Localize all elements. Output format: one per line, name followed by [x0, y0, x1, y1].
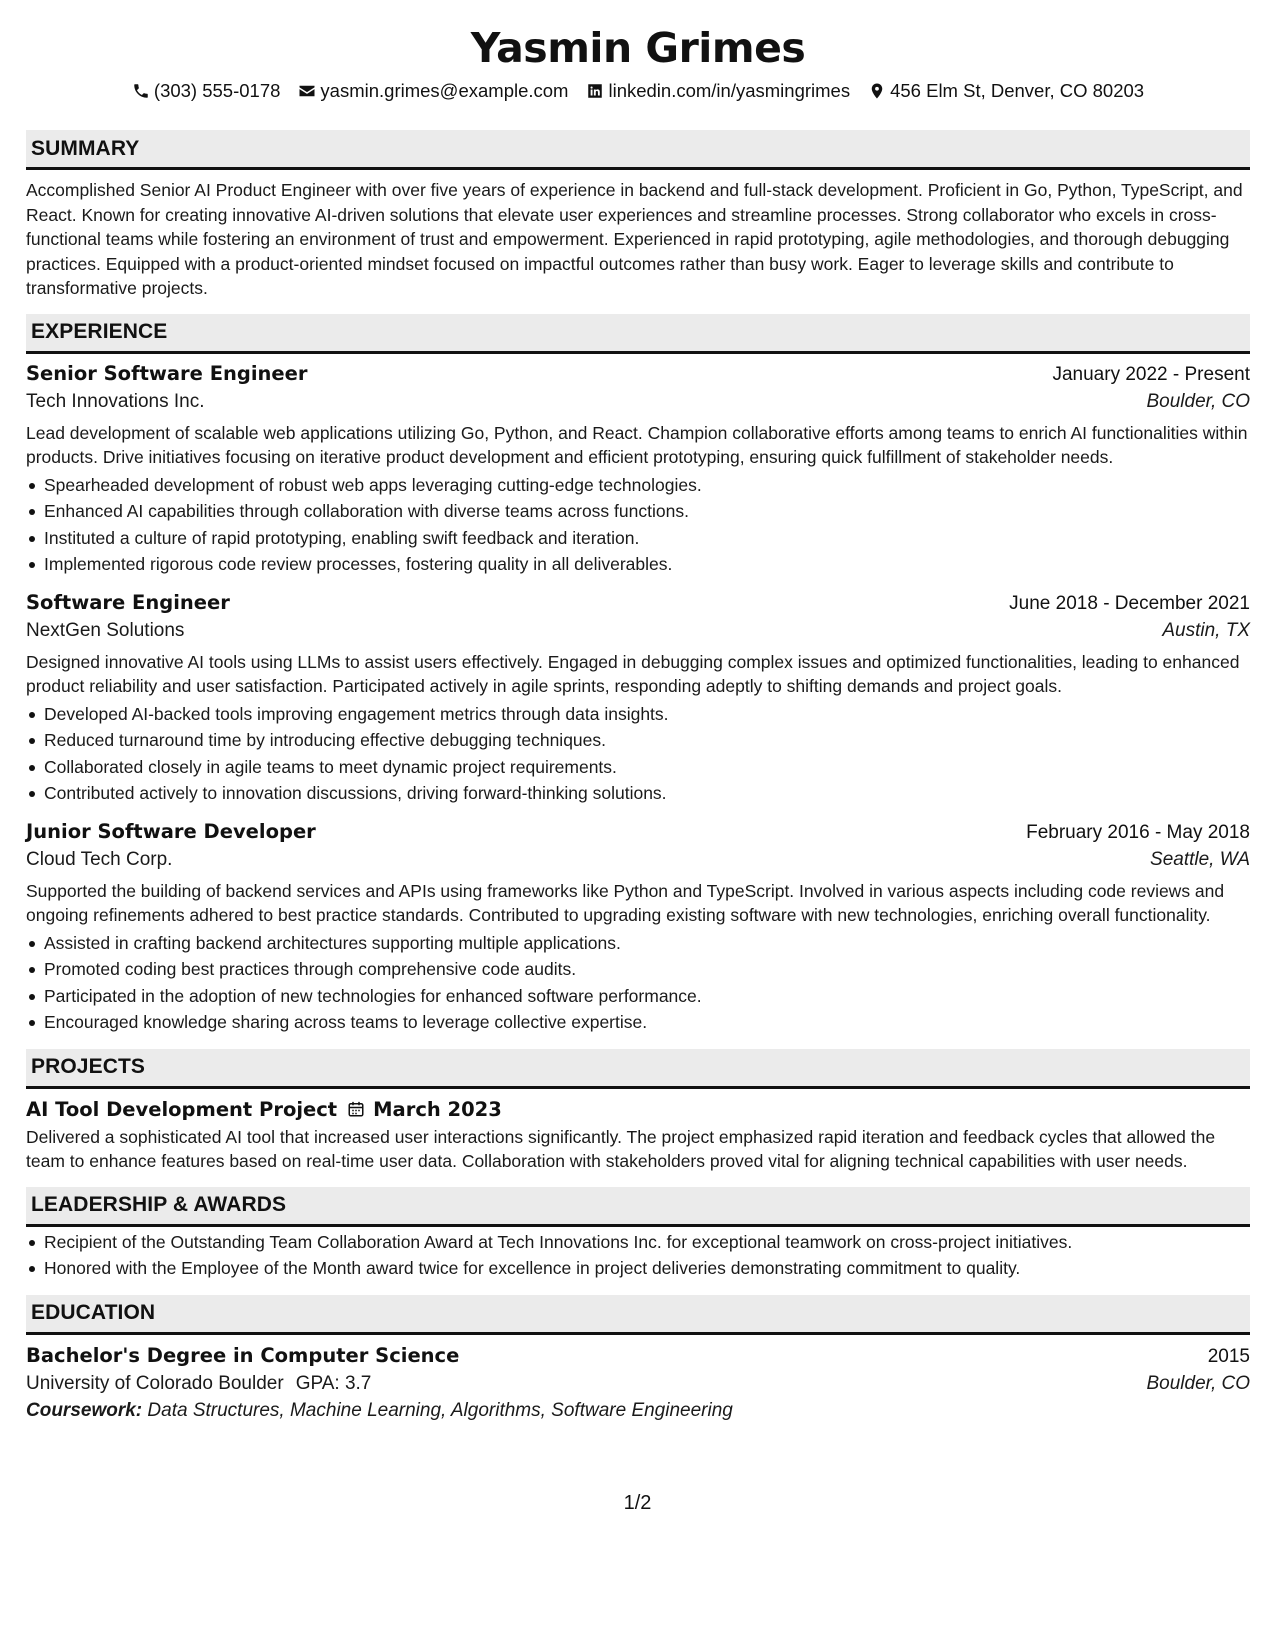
- contact-bar: [26, 80, 1250, 102]
- phone-icon: [132, 82, 150, 100]
- list-item: Implemented rigorous code review processes, fostering quality in all deliverables.: [26, 551, 1250, 578]
- job-company: Cloud Tech Corp.: [26, 848, 173, 870]
- candidate-name: Yasmin Grimes: [470, 24, 806, 72]
- school-location: Boulder, CO: [1146, 1372, 1250, 1394]
- list-item: Instituted a culture of rapid prototyping, enabling swift feedback and iteration.: [26, 525, 1250, 552]
- job-entry: [26, 820, 1250, 1036]
- contact-address: [868, 80, 1144, 102]
- job-dates: June 2018 - December 2021: [1009, 592, 1250, 614]
- project-date: [347, 1098, 502, 1121]
- list-item: Encouraged knowledge sharing across teams to leverage collective expertise.: [26, 1009, 1250, 1036]
- job-dates: February 2016 - May 2018: [1026, 821, 1250, 843]
- coursework-list: Data Structures, Machine Learning, Algorithms, Software Engineering: [147, 1399, 733, 1421]
- calendar-icon: [347, 1100, 365, 1118]
- job-description: Supported the building of backend services and APIs using frameworks like Python and TypeScript. Involved in various aspects including code reviews and ongoing refinements adhered to best practice standards. Contributed to upgrading existing software with new technologies, enriching overall functionality.: [26, 880, 1225, 925]
- summary-text: Accomplished Senior AI Product Engineer with over five years of experience in backend and full-stack development. Proficient in Go, Python, TypeScript, and React. Known for creating innovative AI-driven solutions that elevate user experiences and streamline processes. Strong collaborator who excels in cross-functional teams while fostering an environment of trust and empowerment. Experienced in rapid prototyping, agile methodologies, and thorough debugging practices. Equipped with a product-oriented mindset focused on impactful outcomes rather than busy work. Eager to leverage skills and contribute to transformative projects.: [26, 180, 1243, 298]
- job-location: Austin, TX: [1162, 619, 1250, 641]
- contact-linkedin[interactable]: [586, 80, 850, 102]
- section-heading-awards: LEADERSHIP & AWARDS: [26, 1187, 1250, 1227]
- graduation-year: 2015: [1207, 1345, 1250, 1367]
- list-item: Promoted coding best practices through comprehensive code audits.: [26, 956, 1250, 983]
- list-item: Enhanced AI capabilities through collaboration with diverse teams across functions.: [26, 498, 1250, 525]
- page-number: 1/2: [623, 1492, 652, 1514]
- section-heading-summary: SUMMARY: [26, 130, 1250, 170]
- degree-title: Bachelor's Degree in Computer Science: [26, 1343, 460, 1367]
- phone-text: (303) 555-0178: [153, 80, 281, 101]
- job-dates: January 2022 - Present: [1052, 363, 1250, 385]
- list-item: Recipient of the Outstanding Team Collaboration Award at Tech Innovations Inc. for exceptional teamwork on cross-project initiatives.: [26, 1229, 1250, 1256]
- linkedin-icon: [586, 82, 604, 100]
- resume-page: [26, 22, 1250, 1422]
- job-bullets: [26, 472, 1250, 578]
- address-text: 456 Elm St, Denver, CO 80203: [890, 80, 1145, 101]
- job-location: Seattle, WA: [1150, 848, 1250, 870]
- list-item: Reduced turnaround time by introducing effective debugging techniques.: [26, 727, 1250, 754]
- job-company: Tech Innovations Inc.: [26, 390, 205, 412]
- education-entry: [26, 1344, 1250, 1422]
- job-company: NextGen Solutions: [26, 619, 185, 641]
- envelope-icon: [298, 82, 316, 100]
- section-heading-projects: PROJECTS: [26, 1049, 1250, 1089]
- school-line: [26, 1373, 371, 1395]
- school-name: University of Colorado Boulder: [26, 1372, 284, 1394]
- job-description: Lead development of scalable web applications utilizing Go, Python, and React. Champion collaborative efforts among teams to enrich AI functionalities within products. Drive initiatives focusing on iterative product development and efficient prototyping, ensuring quick fulfillment of stakeholder needs.: [26, 422, 1248, 467]
- job-description: Designed innovative AI tools using LLMs to assist users effectively. Engaged in debugging complex issues and optimized functionalities, leading to enhanced product reliability and user satisfaction. Participated actively in agile sprints, responding adeptly to shifting demands and project goals.: [26, 651, 1240, 696]
- job-title: Senior Software Engineer: [26, 361, 308, 385]
- project-entry: [26, 1098, 1250, 1174]
- list-item: Spearheaded development of robust web apps leveraging cutting-edge technologies.: [26, 472, 1250, 499]
- job-entry: [26, 362, 1250, 578]
- list-item: Developed AI-backed tools improving engagement metrics through data insights.: [26, 701, 1250, 728]
- email-text: yasmin.grimes@example.com: [320, 80, 569, 101]
- section-heading-experience: EXPERIENCE: [26, 314, 1250, 354]
- list-item: Participated in the adoption of new technologies for enhanced software performance.: [26, 983, 1250, 1010]
- job-bullets: [26, 701, 1250, 807]
- list-item: Collaborated closely in agile teams to meet dynamic project requirements.: [26, 754, 1250, 781]
- gpa: GPA: 3.7: [295, 1372, 372, 1394]
- job-title: Junior Software Developer: [26, 819, 316, 843]
- job-location: Boulder, CO: [1146, 390, 1250, 412]
- linkedin-text: linkedin.com/in/yasmingrimes: [608, 80, 851, 101]
- list-item: Contributed actively to innovation discussions, driving forward-thinking solutions.: [26, 780, 1250, 807]
- section-heading-education: EDUCATION: [26, 1295, 1250, 1335]
- project-title: AI Tool Development Project: [26, 1097, 338, 1121]
- job-entry: [26, 591, 1250, 807]
- job-bullets: [26, 930, 1250, 1036]
- list-item: Assisted in crafting backend architectures supporting multiple applications.: [26, 930, 1250, 957]
- awards-list: [26, 1229, 1250, 1282]
- coursework-label: Coursework:: [26, 1399, 143, 1421]
- map-pin-icon: [868, 82, 886, 100]
- contact-phone: [132, 80, 281, 102]
- contact-email[interactable]: [298, 80, 568, 102]
- project-date-text: March 2023: [373, 1097, 502, 1121]
- list-item: Honored with the Employee of the Month award twice for excellence in project deliveries demonstrating commitment to quality.: [26, 1255, 1250, 1282]
- job-title: Software Engineer: [26, 590, 230, 614]
- coursework: [26, 1400, 1250, 1422]
- project-description: Delivered a sophisticated AI tool that increased user interactions significantly. The project emphasized rapid iteration and feedback cycles that allowed the team to enhance features based on real-time user data. Collaboration with stakeholders proved vital for aligning technical capabilities with user needs.: [26, 1126, 1216, 1171]
